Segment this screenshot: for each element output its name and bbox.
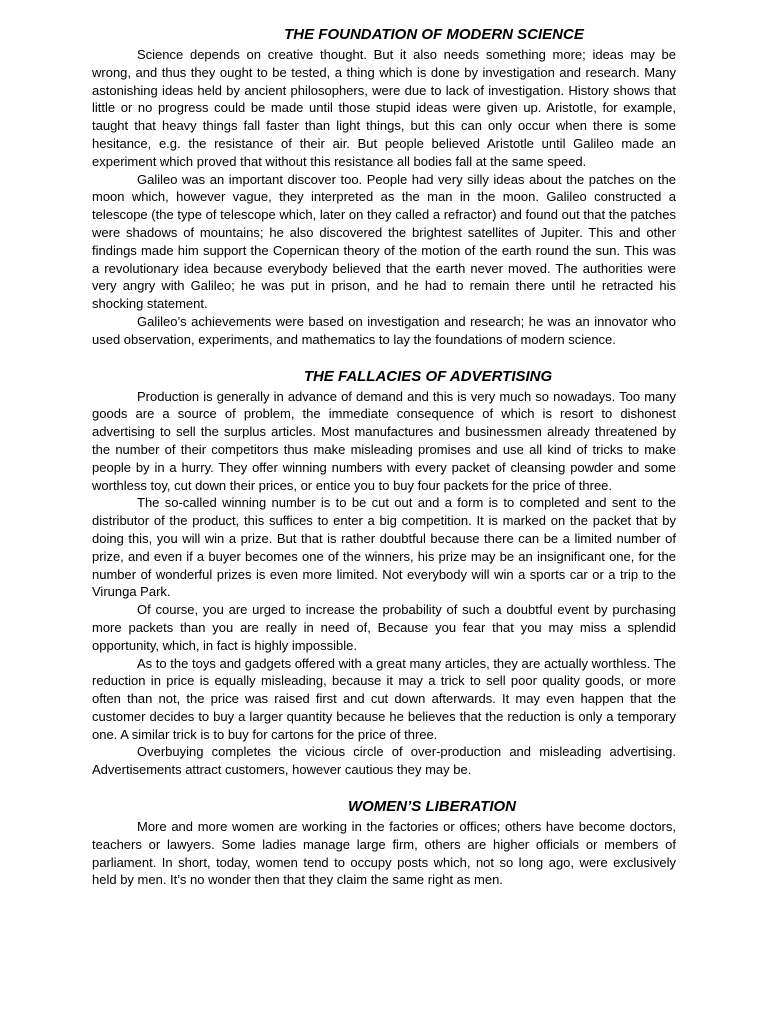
paragraph: The so-called winning number is to be cut out and a form is to completed and sent to the distributor of the product, this suffices to enter a big competition. It is marked on the packet that by doing this, you will win a prize. But that is rather doubtful because there can be a limited number of prize, and even if a buyer becomes one of the winners, his prize may be an insignificant one, for the number of wonderful prizes is even more limited. Not everybody will win a sports car or a trip to the Virunga Park.	[92, 495, 676, 600]
paragraph: Science depends on creative thought. But it also needs something more; ideas may be wrong, and thus they ought to be tested, a thing which is done by investigation and research. Many astonishing ideas held by ancient philosophers, were due to lack of investigation. History shows that little or no progress could be made until those stupid ideas were given up. Aristotle, for example, taught that heavy things fall faster than light things, but this can only occur when there is some hesitance, e.g. the resistance of their air. But people believed Aristotle until Galileo made an experiment which proved that without this resistance all bodies fall at the same speed.	[92, 47, 676, 169]
paragraph: Galileo was an important discover too. People had very silly ideas about the patches on the moon which, however vague, they interpreted as the man in the moon. Galileo constructed a telescope (the type of telescope which, later on they called a refractor) and found out that the patches were shadows of mountains; he also discovered the brightest satellites of Jupiter. This and other findings made him support the Copernican theory of the motion of the earth round the sun. This was a revolutionary idea because everybody believed that the earth never moved. The authorities were very angry with Galileo; he was put in prison, and he had to remain there until he retracted his shocking statement.	[92, 171, 676, 312]
section-advertising	[92, 368, 676, 780]
section-title: THE FALLACIES OF ADVERTISING	[303, 367, 553, 385]
paragraph: More and more women are working in the factories or offices; others have become doctors, teachers or lawyers. Some ladies manage large firm, others are higher officials or members of parliament. In short, today, women tend to occupy posts which, not so long ago, were exclusively held by men. It’s no wonder then that they claim the same right as men.	[92, 819, 676, 888]
paragraph: Of course, you are urged to increase the probability of such a doubtful event by purchasing more packets than you are really in need of, Because you fear that you may miss a splendid opportunity, which, in fact is highly impossible.	[92, 602, 676, 653]
section-title: WOMEN’S LIBERATION	[347, 798, 517, 816]
paragraph: Production is generally in advance of demand and this is very much so nowadays. Too many goods are a source of problem, the immediate consequence of which is resort to dishonest advertising to sell the surplus articles. Most manufactures and businessmen already threatened by the number of their competitors thus make misleading promises and use all kind of tricks to make people by in a hurry. They offer winning numbers with every packet of cleansing powder and some worthless toy, cut down their prices, or entice you to buy four packets for the price of three.	[92, 388, 676, 493]
section-modern-science	[92, 26, 676, 349]
paragraph: As to the toys and gadgets offered with a great many articles, they are actually worthless. The reduction in price is equally misleading, because it may a trick to sell poor quality goods, or more often than not, the price was raised first and cut down afterwards. It may even happen that the customer decides to buy a larger quantity because he believes that the reduction is only a temporary one. A similar trick is to buy for cartons for the price of three.	[92, 655, 676, 742]
section-title: THE FOUNDATION OF MODERN SCIENCE	[284, 26, 584, 43]
paragraph: Overbuying completes the vicious circle of over-production and misleading advertising. Advertisements attract customers, however cautious they may be.	[92, 744, 676, 778]
section-womens-liberation	[92, 798, 676, 889]
paragraph: Galileo’s achievements were based on investigation and research; he was an innovator who used observation, experiments, and mathematics to lay the foundations of modern science.	[92, 313, 676, 347]
